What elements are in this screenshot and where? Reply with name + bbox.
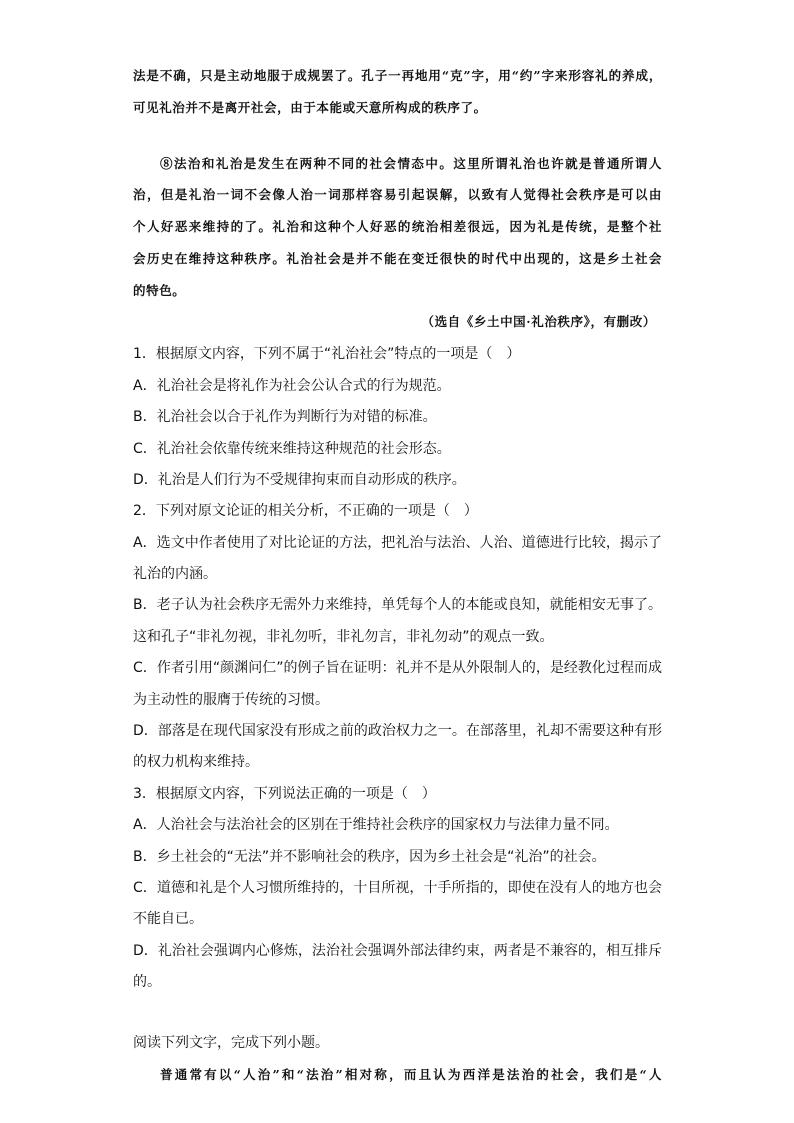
passage-line: 个人好恶来维持的了。礼治和这种个人好恶的统治相差很远，因为礼是传统，是整个社 (133, 219, 662, 234)
question-2-option-d: D．部落是在现代国家没有形成之前的政治权力之一。在部落里，礼却不需要这种有形 (133, 723, 662, 739)
question-2-option-d-cont: 的权力机构来维持。 (133, 754, 259, 770)
question-1-option-b: B．礼治社会以合于礼作为判断行为对错的标准。 (133, 409, 437, 425)
question-1-option-d: D．礼治是人们行为不受规律拘束而自动形成的秩序。 (133, 472, 466, 488)
question-3-option-b: B．乡土社会的“无法”并不影响社会的秩序，因为乡土社会是“礼治”的社会。 (133, 849, 606, 865)
section-instruction: 阅读下列文字，完成下列小题。 (133, 1035, 329, 1051)
question-2-option-a: A．选文中作者使用了对比论证的方法，把礼治与法治、人治、道德进行比较，揭示了 (133, 535, 662, 551)
passage-line: 治，但是礼治一词不会像人治一词那样容易引起误解，以致有人觉得社会秩序是可以由 (133, 187, 662, 202)
question-2-option-c-cont: 为主动性的服膺于传统的习惯。 (133, 692, 329, 708)
passage-line: 可见礼治并不是离开社会，由于本能或天意所构成的秩序了。 (133, 100, 487, 115)
passage-source: （选自《乡土中国·礼治秩序》，有删改） (421, 314, 656, 329)
question-2-stem: 2．下列对原文论证的相关分析，不正确的一项是（ ） (133, 503, 478, 519)
question-2-option-a-cont: 礼治的内涵。 (133, 566, 217, 582)
question-3-option-c-cont: 不能自已。 (133, 911, 203, 927)
passage-line: 法是不确，只是主动地服于成规罢了。孔子一再地用“克”字，用“约”字来形容礼的养成， (133, 68, 662, 83)
question-3-option-d: D．礼治社会强调内心修炼，法治社会强调外部法律约束，两者是不兼容的，相互排斥 (133, 943, 662, 959)
question-2-option-b-cont: 这和孔子“非礼勿视，非礼勿听，非礼勿言，非礼勿动”的观点一致。 (133, 629, 554, 645)
question-2-option-c: C．作者引用“颜渊问仁”的例子旨在证明：礼并不是从外限制人的，是经教化过程而成 (133, 660, 662, 676)
question-3-stem: 3．根据原文内容，下列说法正确的一项是（ ） (133, 786, 436, 802)
passage-paragraph-8: ⑧法治和礼治是发生在两种不同的社会情态中。这里所谓礼治也许就是普通所谓人 (160, 156, 662, 171)
passage-line: 会历史在维持这种秩序。礼治社会是并不能在变迁很快的时代中出现的，这是乡土社会 (133, 251, 662, 266)
question-1-option-a: A．礼治社会是将礼作为社会公认合式的行为规范。 (133, 378, 451, 394)
next-passage-first-line: 普通常有以“人治”和“法治”相对称，而且认为西洋是法治的社会，我们是“人 (160, 1067, 662, 1082)
question-3-option-a: A．人治社会与法治社会的区别在于维持社会秩序的国家权力与法律力量不同。 (133, 817, 619, 833)
question-1-option-c: C．礼治社会依靠传统来维持这种规范的社会形态。 (133, 441, 451, 457)
question-3-option-d-cont: 的。 (133, 974, 161, 990)
question-1-stem: 1．根据原文内容，下列不属于“礼治社会”特点的一项是（ ） (133, 346, 521, 362)
passage-line: 的特色。 (133, 283, 186, 298)
question-3-option-c: C．道德和礼是个人习惯所维持的，十目所视，十手所指的，即使在没有人的地方也会 (133, 880, 662, 896)
question-2-option-b: B．老子认为社会秩序无需外力来维持，单凭每个人的本能或良知，就能相安无事了。 (133, 597, 662, 613)
